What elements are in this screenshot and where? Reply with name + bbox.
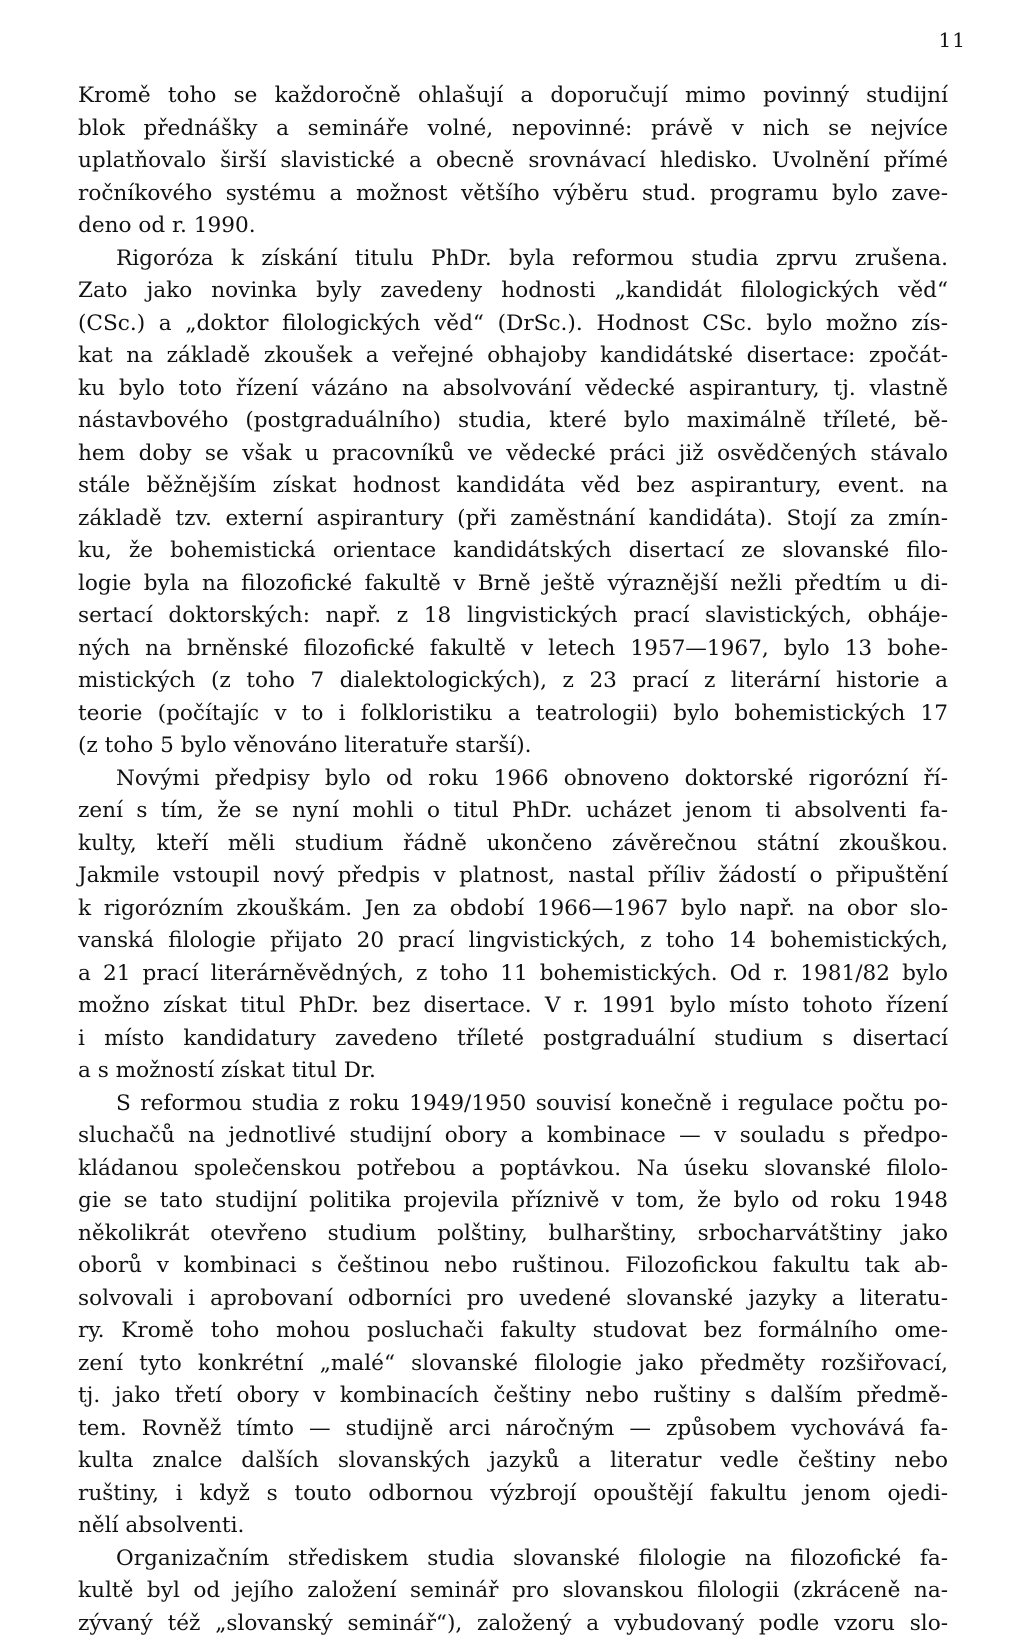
text-line: sluchačů na jednotlivé studijní obory a kombinace — v souladu s předpo- <box>78 1120 948 1153</box>
text-line: kat na základě zkoušek a veřejné obhajoby kandidátské disertace: zpočát- <box>78 340 948 373</box>
text-line: stále běžnějším získat hodnost kandidáta věd bez aspirantury, event. na <box>78 470 948 503</box>
text-line: kulty, kteří měli studium řádně ukončeno závěrečnou státní zkouškou. <box>78 828 948 861</box>
text-line: S reformou studia z roku 1949/1950 souvisí konečně i regulace počtu po- <box>78 1088 948 1121</box>
text-line: zývaný též „slovanský seminář“), založený a vybudovaný podle vzoru slo- <box>78 1608 948 1640</box>
text-line: tem. Rovněž tímto — studijně arci náročným — způsobem vychovává fa- <box>78 1413 948 1446</box>
text-line: ku bylo toto řízení vázáno na absolvování vědecké aspirantury, tj. vlastně <box>78 373 948 406</box>
text-line: Rigoróza k získání titulu PhDr. byla reformou studia zprvu zrušena. <box>78 243 948 276</box>
text-line: vanská filologie přijato 20 prací lingvistických, z toho 14 bohemistických, <box>78 925 948 958</box>
text-line: kládanou společenskou potřebou a poptávkou. Na úseku slovanské filolo- <box>78 1153 948 1186</box>
text-line: i místo kandidatury zavedeno tříleté postgraduální studium s disertací <box>78 1023 948 1056</box>
text-line: sertací doktorských: např. z 18 lingvistických prací slavistických, obháje- <box>78 600 948 633</box>
page-number: 11 <box>939 28 966 52</box>
text-line: ry. Kromě toho mohou posluchači fakulty studovat bez formálního ome- <box>78 1315 948 1348</box>
body-text <box>78 80 948 1640</box>
text-line: a s možností získat titul Dr. <box>78 1055 948 1088</box>
text-line: uplatňovalo širší slavistické a obecně srovnávací hledisko. Uvolnění přímé <box>78 145 948 178</box>
text-line: kultě byl od jejího založení seminář pro slovanskou filologii (zkráceně na- <box>78 1575 948 1608</box>
text-line: ných na brněnské filozofické fakultě v letech 1957—1967, bylo 13 bohe- <box>78 633 948 666</box>
text-line: a 21 prací literárněvědných, z toho 11 bohemistických. Od r. 1981/82 bylo <box>78 958 948 991</box>
text-line: ku, že bohemistická orientace kandidátských disertací ze slovanské filo- <box>78 535 948 568</box>
text-line: kulta znalce dalších slovanských jazyků a literatur vedle češtiny nebo <box>78 1445 948 1478</box>
text-line: zení s tím, že se nyní mohli o titul PhDr. ucházet jenom ti absolventi fa- <box>78 795 948 828</box>
text-line: ročníkového systému a možnost většího výběru stud. programu bylo zave- <box>78 178 948 211</box>
text-line: nělí absolventi. <box>78 1510 948 1543</box>
text-line: ruštiny, i když s touto odbornou výzbrojí opouštějí fakultu jenom ojedi- <box>78 1478 948 1511</box>
text-line: deno od r. 1990. <box>78 210 948 243</box>
text-line: oborů v kombinaci s češtinou nebo ruštinou. Filozofickou fakultu tak ab- <box>78 1250 948 1283</box>
text-line: základě tzv. externí aspirantury (při zaměstnání kandidáta). Stojí za zmín- <box>78 503 948 536</box>
text-line: Organizačním střediskem studia slovanské filologie na filozofické fa- <box>78 1543 948 1576</box>
text-line: zení tyto konkrétní „malé“ slovanské filologie jako předměty rozšiřovací, <box>78 1348 948 1381</box>
text-line: blok přednášky a semináře volné, nepovinné: právě v nich se nejvíce <box>78 113 948 146</box>
text-line: mistických (z toho 7 dialektologických), z 23 prací z literární historie a <box>78 665 948 698</box>
text-line: Novými předpisy bylo od roku 1966 obnoveno doktorské rigorózní ří- <box>78 763 948 796</box>
text-line: teorie (počítajíc v to i folkloristiku a teatrologii) bylo bohemistických 17 <box>78 698 948 731</box>
text-line: několikrát otevřeno studium polštiny, bulharštiny, srbocharvátštiny jako <box>78 1218 948 1251</box>
text-line: (z toho 5 bylo věnováno literatuře starší). <box>78 730 948 763</box>
text-line: Kromě toho se každoročně ohlašují a doporučují mimo povinný studijní <box>78 80 948 113</box>
text-line: možno získat titul PhDr. bez disertace. V r. 1991 bylo místo tohoto řízení <box>78 990 948 1023</box>
text-line: Zato jako novinka byly zavedeny hodnosti „kandidát filologických věd“ <box>78 275 948 308</box>
text-line: gie se tato studijní politika projevila příznivě v tom, že bylo od roku 1948 <box>78 1185 948 1218</box>
text-line: k rigorózním zkouškám. Jen za období 1966—1967 bylo např. na obor slo- <box>78 893 948 926</box>
text-line: nástavbového (postgraduálního) studia, které bylo maximálně tříleté, bě- <box>78 405 948 438</box>
text-line: hem doby se však u pracovníků ve vědecké práci již osvědčených stávalo <box>78 438 948 471</box>
text-line: logie byla na filozofické fakultě v Brně ještě výraznější nežli předtím u di- <box>78 568 948 601</box>
text-line: solvovali i aprobovaní odborníci pro uvedené slovanské jazyky a literatu- <box>78 1283 948 1316</box>
text-line: tj. jako třetí obory v kombinacích češtiny nebo ruštiny s dalším předmě- <box>78 1380 948 1413</box>
text-line: Jakmile vstoupil nový předpis v platnost, nastal příliv žádostí o připuštění <box>78 860 948 893</box>
text-line: (CSc.) a „doktor filologických věd“ (DrSc.). Hodnost CSc. bylo možno zís- <box>78 308 948 341</box>
